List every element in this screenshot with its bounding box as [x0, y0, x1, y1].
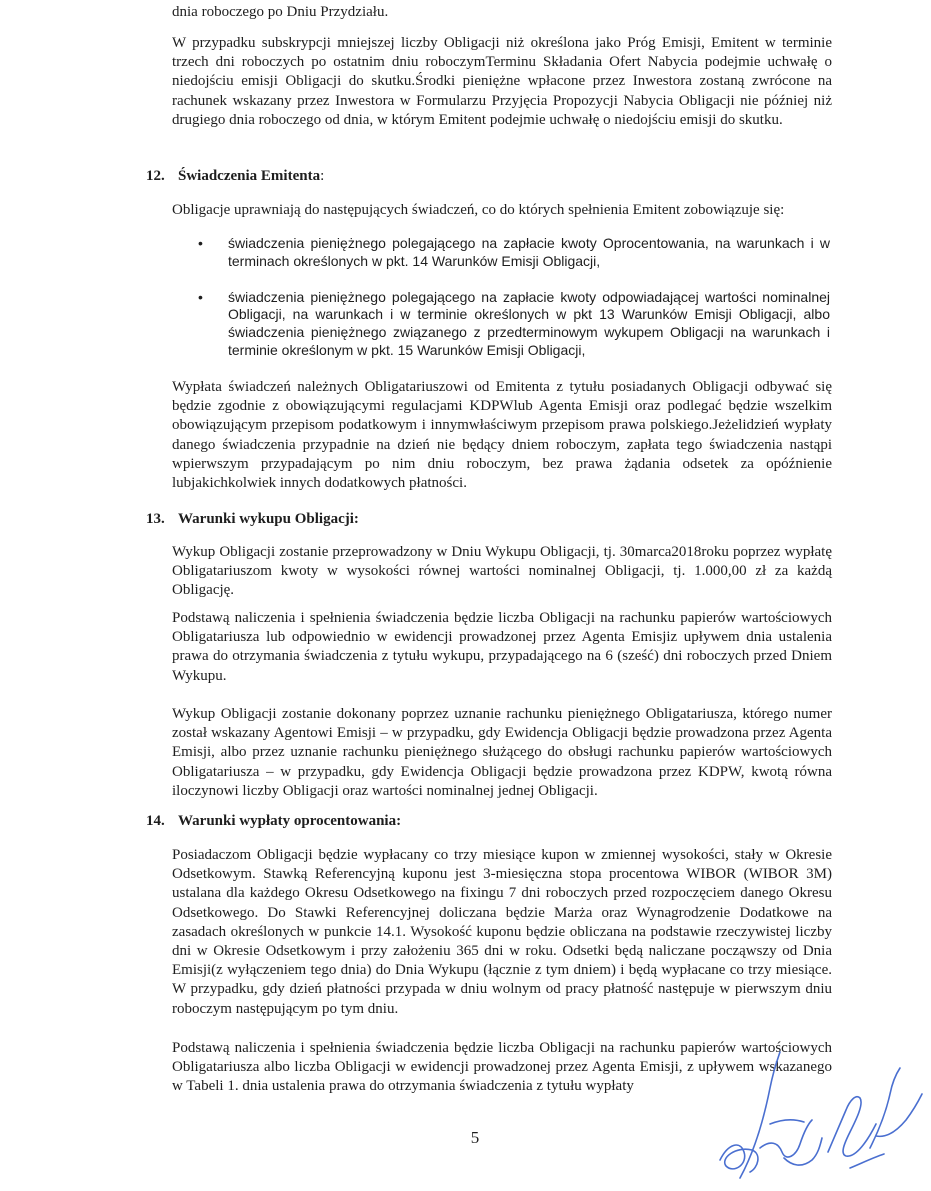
list-item [198, 235, 830, 271]
section-12-colon: : [320, 168, 325, 184]
section-14-number: 14. [146, 813, 165, 829]
interest-paragraph-2: Podstawą naliczenia i spełnienia świadczenia będzie liczba Obligacji na rachunku papierów wartościowych Obligatariusza albo liczba Obligacji w ewidencji prowadzonej przez Agenta Emisji, z upływem wskazanego w Tabeli 1. dnia ustalenia prawa do otrzymania świadczenia z tytułu wypłaty [172, 1040, 832, 1095]
list-item-text: świadczenia pieniężnego polegającego na zapłacie kwoty odpowiadającej wartości nominalnej Obligacji, na warunkach i w terminie określonych w pkt 13 Warunków Emisji Obligacji, albo świadczenia pieniężnego związanego z przedterminowym wykupem Obligacji na warunkach i terminie określonym w pkt. 15 Warunków Emisji Obligacji, [228, 288, 830, 358]
section-12-lead: Obligacje uprawniają do następujących świadczeń, co do których spełnienia Emitent zobowiązuje się: [172, 202, 785, 218]
section-12-heading [146, 167, 324, 186]
section-13-number: 13. [146, 511, 165, 527]
benefits-list [198, 235, 830, 360]
handwritten-signature-icon [700, 1028, 930, 1186]
section-13-heading [146, 510, 359, 529]
payment-paragraph: Wypłata świadczeń należnych Obligatariuszowi od Emitenta z tytułu posiadanych Obligacji odbywać się będzie zgodnie z obowiązującymi regulacjami KDPWlub Agenta Emisji oraz podlegać będzie wszelkim obowiązującym przepisom podatkowym i innymwłaściwym przepisom prawa polskiego.Jeżelidzień wypłaty danego świadczenia przypadnie na dzień nie będący dniem roboczym, zapłata tego świadczenia nastąpi wpierwszym przypadającym po nim dniu roboczym, bez prawa żądania odsetek za opóźnienie lubjakichkolwiek innych dodatkowych płatności. [172, 379, 832, 492]
section-14-heading [146, 812, 401, 831]
redemption-paragraph-2: Podstawą naliczenia i spełnienia świadczenia będzie liczba Obligacji na rachunku papierów wartościowych Obligatariusza lub odpowiednio w ewidencji prowadzonej przez Agenta Emisjiz upływem dnia ustalenia prawa do otrzymania świadczenia z tytułu wykupu, przypadającego na 6 (sześć) dni roboczych przed Dniem Wykupu. [172, 610, 832, 684]
redemption-paragraph-3: Wykup Obligacji zostanie dokonany poprzez uznanie rachunku pieniężnego Obligatariusza, którego numer został wskazany Agentowi Emisji – w przypadku, gdy Ewidencja Obligacji będzie prowadzona przez Agenta Emisji, albo przez uznanie rachunku pieniężnego służącego do obsługi rachunku papierów wartościowych Obligatariusza – w przypadku, gdy Ewidencja Obligacji będzie prowadzona przez KDPW, kwotą równa iloczynowi liczby Obligacji oraz wartości nominalnej jednej Obligacji. [172, 706, 832, 799]
interest-paragraph-1: Posiadaczom Obligacji będzie wypłacany co trzy miesiące kupon w zmiennej wysokości, stały w Okresie Odsetkowym. Stawką Referencyjną kuponu jest 3-miesięczna stopa procentowa WIBOR (WIBOR 3M) ustalana dla każdego Okresu Odsetkowego na fixingu 7 dni roboczych przed rozpoczęciem danego Okresu Odsetkowego. Do Stawki Referencyjnej doliczana będzie Marża oraz Wynagrodzenie Dodatkowe na zasadach określonych w punkcie 14.1. Wysokość kuponu będzie obliczana na podstawie rzeczywistej liczby dni w Okresie Odsetkowym i przy założeniu 365 dni w roku. Odsetki będą naliczane począwszy od Dnia Emisji(z wyłączeniem tego dnia) do Dnia Wykupu (łącznie z tym dniem) i będą wypłacane co trzy miesiące. W przypadku, gdy dzień płatności przypada w dniu wolnym od pracy płatność następuje w pierwszym dniu roboczym następującym po tym dniu. [172, 847, 832, 1017]
threshold-paragraph: W przypadku subskrypcji mniejszej liczby Obligacji niż określona jako Próg Emisji, Emitent w terminie trzech dni roboczych po ostatnim dniu roboczymTerminu Składania Ofert Nabycia podejmie uchwałę o niedojściu emisji Obligacji do skutku.Środki pieniężne wpłacone przez Inwestora zostaną zwrócone na rachunek wskazany przez Inwestora w Formularzu Przyjęcia Propozycji Nabycia Obligacji nie później niż drugiego dnia roboczego od dnia, w którym Emitent podejmie uchwałę o niedojściu emisji do skutku. [172, 35, 832, 128]
section-12-number: 12. [146, 168, 165, 184]
section-13-title: Warunki wykupu Obligacji: [178, 511, 359, 527]
list-item-text: świadczenia pieniężnego polegającego na zapłacie kwoty Oprocentowania, na warunkach i w terminach określonych w pkt. 14 Warunków Emisji Obligacji, [228, 235, 830, 269]
section-12-title: Świadczenia Emitenta [178, 168, 321, 184]
redemption-paragraph-1: Wykup Obligacji zostanie przeprowadzony w Dniu Wykupu Obligacji, tj. 30marca2018roku poprzez wypłatę Obligatariuszom kwoty w wysokości równej wartości nominalnej Obligacji, tj. 1.000,00 zł za każdą Obligację. [172, 544, 832, 599]
page-number: 5 [470, 1128, 480, 1147]
list-item [198, 289, 830, 360]
bullet-icon: • [198, 288, 203, 305]
bullet-icon: • [198, 235, 203, 251]
continuation-text: dnia roboczego po Dniu Przydziału. [172, 4, 389, 20]
section-14-title: Warunki wypłaty oprocentowania: [178, 813, 402, 829]
